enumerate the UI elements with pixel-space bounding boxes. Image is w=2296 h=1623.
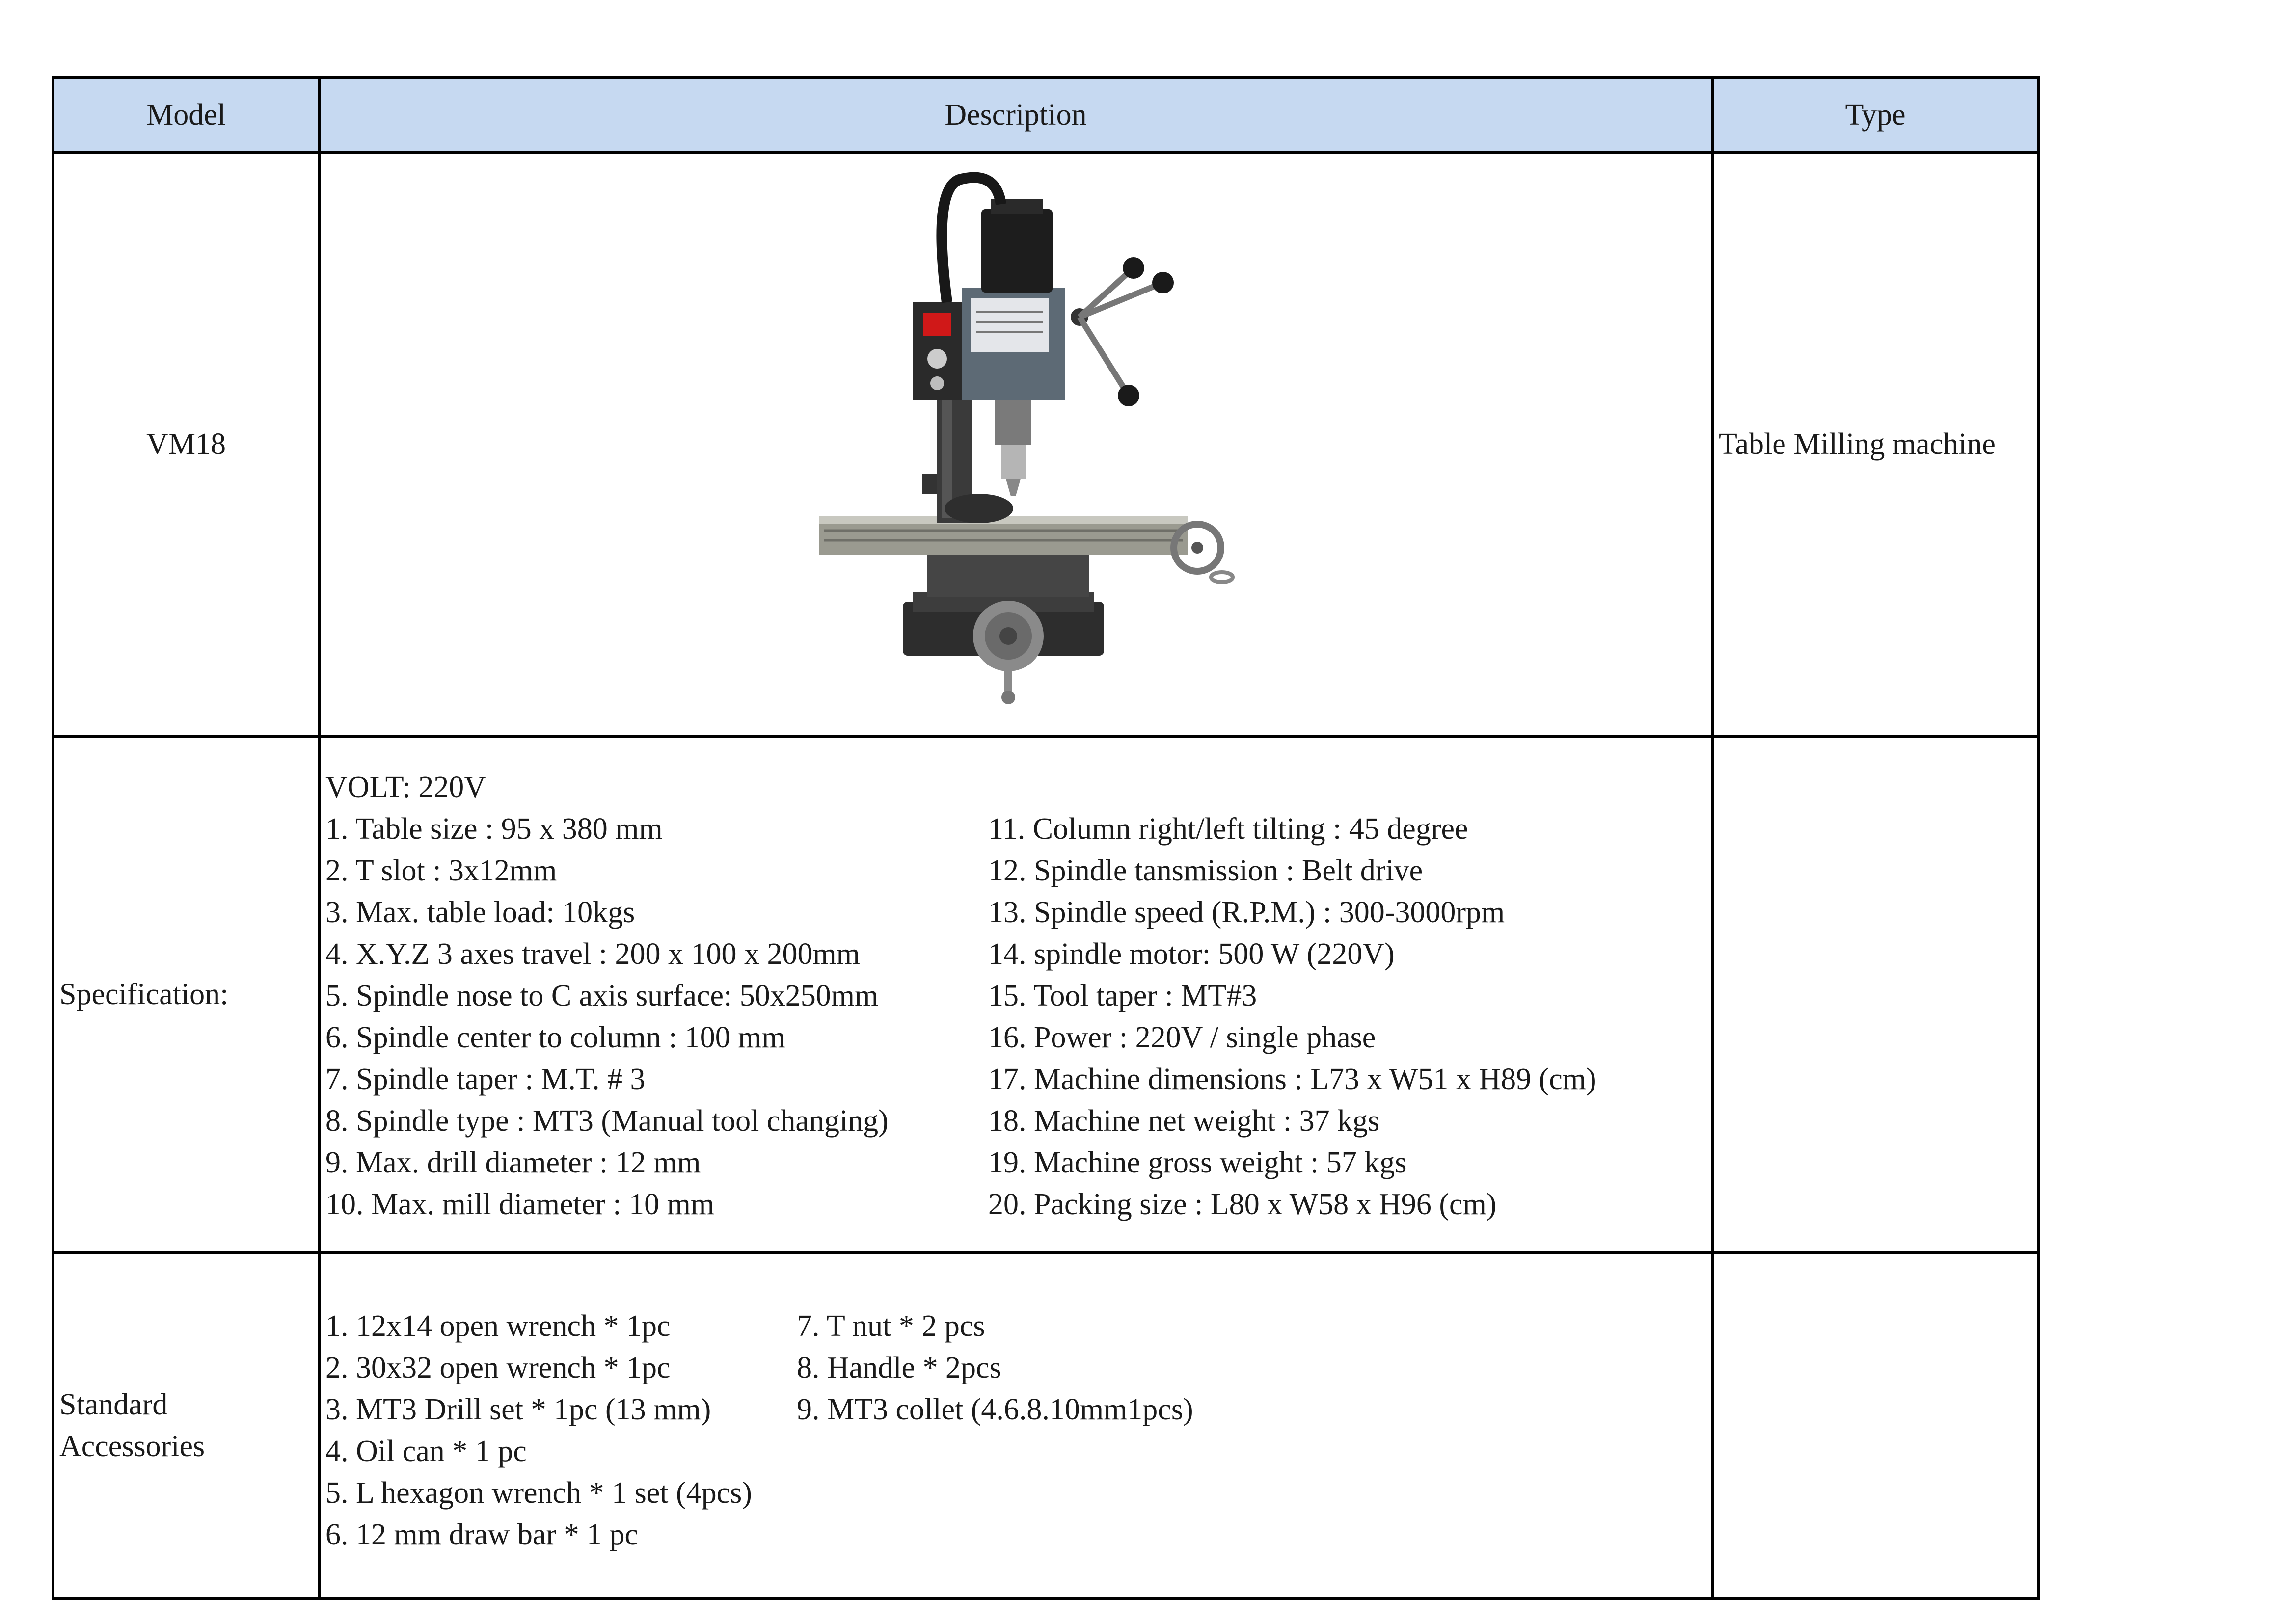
- spec-item: 3. Max. table load: 10kgs: [325, 896, 635, 929]
- specification-type-cell: [1712, 737, 2038, 1252]
- model-cell: VM18: [53, 152, 319, 737]
- spec-item: 9. Max. drill diameter : 12 mm: [325, 1146, 701, 1179]
- header-row: [53, 78, 2038, 152]
- spec-item: 17. Machine dimensions : L73 x W51 x H89 (cm): [988, 1063, 1596, 1096]
- spec-item: 15. Tool taper : MT#3: [988, 979, 1257, 1012]
- spec-item: 12. Spindle tansmission : Belt drive: [988, 854, 1423, 887]
- accessory-item: 9. MT3 collet (4.6.8.10mm1pcs): [797, 1393, 1193, 1426]
- accessory-item: 3. MT3 Drill set * 1pc (13 mm): [325, 1393, 711, 1426]
- spec-column-right: [988, 808, 1596, 1225]
- spec-item: 13. Spindle speed (R.P.M.) : 300-3000rpm: [988, 896, 1505, 929]
- spec-item: 16. Power : 220V / single phase: [988, 1021, 1376, 1054]
- accessory-item: 6. 12 mm draw bar * 1 pc: [325, 1518, 639, 1551]
- spec-item: 10. Max. mill diameter : 10 mm: [325, 1188, 715, 1221]
- header-model: Model: [53, 78, 319, 152]
- spec-item: 4. X.Y.Z 3 axes travel : 200 x 100 x 200mm: [325, 937, 860, 971]
- spec-table: [52, 76, 2040, 1600]
- accessories-type-cell: [1712, 1252, 2038, 1599]
- accessories-row: [53, 1252, 2038, 1599]
- accessories-column-left: [325, 1305, 752, 1556]
- spec-item: 6. Spindle center to column : 100 mm: [325, 1021, 785, 1054]
- specification-cell: [319, 737, 1712, 1252]
- spec-column-left: [325, 808, 889, 1225]
- accessory-item: 4. Oil can * 1 pc: [325, 1435, 527, 1468]
- spec-item: 14. spindle motor: 500 W (220V): [988, 937, 1395, 971]
- spec-volt: VOLT: 220V: [325, 771, 486, 804]
- specification-row: [53, 737, 2038, 1252]
- spec-item: 11. Column right/left tilting : 45 degree: [988, 812, 1468, 846]
- product-row: [53, 152, 2038, 737]
- accessories-cell: [319, 1252, 1712, 1599]
- accessory-item: 5. L hexagon wrench * 1 set (4pcs): [325, 1476, 752, 1510]
- spec-item: 8. Spindle type : MT3 (Manual tool changing): [325, 1104, 889, 1138]
- accessory-item: 2. 30x32 open wrench * 1pc: [325, 1351, 671, 1384]
- specification-label: Specification:: [53, 737, 319, 1252]
- spec-item: 19. Machine gross weight : 57 kgs: [988, 1146, 1407, 1179]
- product-image-cell: [319, 152, 1712, 737]
- header-description: Description: [319, 78, 1712, 152]
- spec-item: 5. Spindle nose to C axis surface: 50x250mm: [325, 979, 879, 1012]
- accessory-item: 7. T nut * 2 pcs: [797, 1309, 985, 1343]
- spec-item: 20. Packing size : L80 x W58 x H96 (cm): [988, 1188, 1497, 1221]
- accessories-column-right: [797, 1305, 1193, 1431]
- accessory-item: 1. 12x14 open wrench * 1pc: [325, 1309, 671, 1343]
- spec-item: 7. Spindle taper : M.T. # 3: [325, 1063, 646, 1096]
- spec-item: 2. T slot : 3x12mm: [325, 854, 557, 887]
- spec-item: 1. Table size : 95 x 380 mm: [325, 812, 663, 846]
- accessory-item: 8. Handle * 2pcs: [797, 1351, 1001, 1384]
- milling-machine-image: [790, 170, 1242, 719]
- spec-item: 18. Machine net weight : 37 kgs: [988, 1104, 1380, 1138]
- accessories-label: Standard Accessories: [53, 1252, 319, 1599]
- type-cell: Table Milling machine: [1712, 152, 2038, 737]
- header-type: Type: [1712, 78, 2038, 152]
